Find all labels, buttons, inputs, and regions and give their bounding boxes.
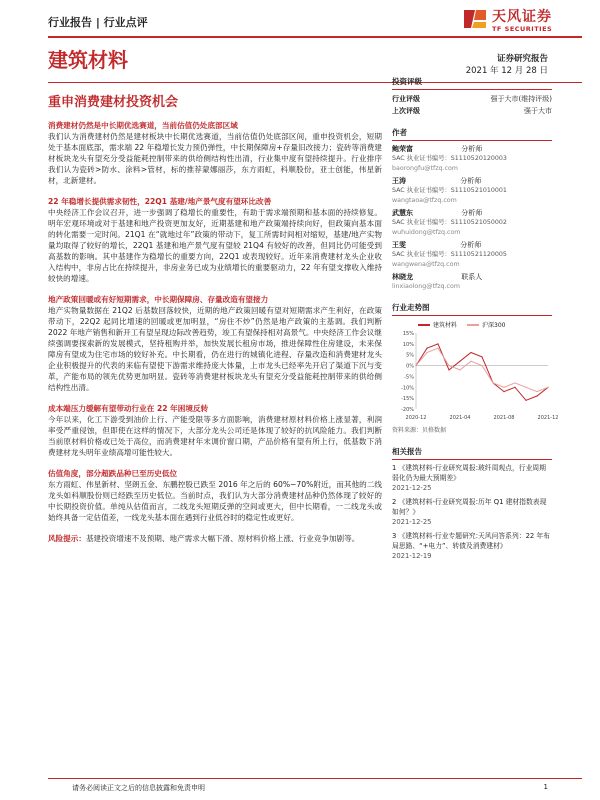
author-entry — [392, 240, 552, 270]
data-point — [459, 361, 460, 362]
author-role: 分析师 — [461, 145, 483, 153]
report-date: 2021 年 12 月 28 日 — [465, 66, 548, 76]
data-point — [437, 348, 438, 349]
section-body: 中央经济工作会议召开，进一步强调了稳增长的重要性，有助于需求端预期和基本面的持续修复。明年宏观环境或对于基建和地产投资更加友好，近期基建和地产政策端持续向好，但政策向基本面的转化需要一定时间。21Q1 在“就地过年”政策的带动下，复工所需时间相对缩短，基建/地产实物量均取得了较好的增长，22Q1 基建和地产景气度有望较 21Q4 有较好的改善，但同比仍可能受到高基数的影响。其中基建作为稳增长的重要方向，22Q1 或表现较好。近年来消费建材龙头企业收入结构中，非房占比在持续提升，非房业务已成为业绩增长的重要驱动力，22 年有望支撑收入维持较快的增速。 — [48, 208, 382, 283]
main-content — [48, 120, 382, 554]
legend-label: 建筑材料 — [433, 322, 458, 329]
section-body: 基建投资增速不及预期、地产需求大幅下滑、原材料价格上涨、行业竞争加剧等。 — [85, 534, 360, 543]
authors-title: 作者 — [392, 127, 552, 141]
y-tick-label: 5% — [406, 352, 414, 359]
footer-divider — [48, 778, 582, 779]
rating-label: 上次评级 — [392, 107, 420, 115]
data-point — [481, 365, 482, 366]
data-point — [415, 365, 416, 366]
author-role: 分析师 — [461, 209, 483, 217]
rating-row — [392, 93, 552, 105]
section — [48, 403, 382, 458]
section — [48, 196, 382, 284]
legend-swatch — [418, 324, 430, 326]
chart-title: 行业走势图 — [392, 302, 552, 316]
related-item-text[interactable]: 3 《建筑材料-行业专题研究:天风问答系列：22 年布局思路、“+电力”、转债及消费建材》 — [392, 532, 550, 550]
page-title: 建筑材料 — [48, 48, 128, 72]
x-tick-label: 2020-12 — [405, 415, 427, 421]
rating-row — [392, 105, 552, 117]
x-tick-label: 2021-12 — [537, 415, 559, 421]
disclaimer-text: 请务必阅读正文之后的信息披露和免责申明 — [72, 784, 205, 792]
author-name: 林晓龙 — [392, 273, 413, 281]
risk-section — [48, 533, 382, 544]
related-item-text[interactable]: 2 《建筑材料-行业研究周报:历年 Q1 建材指数表现如何？》 — [392, 498, 547, 516]
author-name: 王涛 — [392, 177, 406, 185]
author-entry — [392, 144, 552, 174]
logo-text-cn: 天风证券 — [492, 9, 552, 25]
related-item[interactable] — [392, 497, 552, 527]
data-point — [481, 356, 482, 357]
x-tick-label: 2021-04 — [449, 415, 471, 421]
related-item-text[interactable]: 1 《建筑材料-行业研究周报:玻纤周观点，行业周期弱化仍为最大预期差》 — [392, 464, 546, 482]
data-point — [492, 382, 493, 383]
chart-legend — [418, 320, 552, 329]
related-item[interactable] — [392, 531, 552, 561]
section-body: 我们认为消费建材仍然是建材板块中长期优选赛道，当前估值仍处底部区间，重申投资机会，短期处于基本面底部，需求端 22 年稳增长发力预仍弹性，中长期保障房+存量旧改接力；瓷砖等消费建材板块龙头有望充分受益能耗控制带来的供给侧结构性出清，行业集中度有望持续提升。行业排序我们认为瓷砖>防水、涂料>管材，标的推荐蒙娜丽莎，东方雨虹，科顺股份，亚士创能，伟星新材，北新建材。 — [48, 132, 382, 185]
rating-value: 强于大市(维持评级) — [490, 95, 552, 103]
data-point — [437, 343, 438, 344]
section-heading: 风险提示： — [48, 534, 86, 543]
author-role: 联系人 — [461, 273, 483, 281]
data-point — [547, 387, 548, 388]
section-body: 今年以来，化工下游受到油价上行、产能受限等多方面影响，消费建材原材料价格上涨显著，利润率受严重侵蚀，但即使在这样的情况下，大部分龙头公司还是体现了较好的抗风险能力。我们判断当前原材料价格或已处于高位，而消费建材年末调价窗口期，产品价格有望有所上行，低基数下消费建材龙头明年业绩高增可能性较大。 — [48, 415, 382, 457]
data-point — [536, 391, 537, 392]
related-list — [392, 463, 552, 561]
legend-label: 沪深300 — [482, 322, 506, 329]
report-tag: 行业报告 | 行业点评 — [48, 16, 148, 29]
legend-swatch — [467, 324, 479, 326]
data-point — [448, 369, 449, 370]
related-title: 相关报告 — [392, 446, 552, 460]
report-type: 证券研究报告 — [496, 54, 548, 64]
author-email[interactable]: linxiaolong@tfzq.com — [392, 283, 461, 290]
author-name: 武慧东 — [392, 209, 413, 217]
section-heading: 22 年稳增长提供需求韧性，22Q1 基建/地产景气度有望环比改善 — [48, 197, 272, 206]
author-email[interactable]: wangtaoa@tfzq.com — [392, 197, 457, 204]
author-email[interactable]: wuhuidong@tfzq.com — [392, 229, 461, 236]
author-entry — [392, 272, 552, 292]
section — [48, 468, 382, 523]
y-tick-label: -5% — [404, 374, 414, 381]
author-cert: SAC 执业证书编号：S1110521050002 — [392, 219, 507, 226]
section-heading: 估值角度，部分超跌品种已至历史低位 — [48, 469, 178, 478]
author-email[interactable]: wangwena@tfzq.com — [392, 261, 460, 268]
related-item-date: 2021-12-19 — [392, 552, 432, 560]
chart-source: 资料来源：贝格数据 — [392, 427, 447, 434]
data-point — [470, 361, 471, 362]
author-entry — [392, 176, 552, 206]
y-tick-label: 0% — [406, 363, 414, 370]
section-heading: 地产政策回暖或有好短期需求，中长期保障房、存量改造有望接力 — [48, 295, 269, 304]
author-role: 分析师 — [460, 177, 482, 185]
section-body: 东方雨虹、伟星新材、坚朗五金、东鹏控股已跌至 2016 年之后的 60%~70%附近，而其他的二线龙头如科顺股份则已经跌至历史低位。当前时点，我们认为大部分消费建材品种仍然体现了较好的中长期投资价值。单纯从估值而言，二线龙头短期反弹的空间或更大，但中长期看，一二线龙头或始终具备一定估值差，一线龙头基本面在遇到行业低谷时的稳定性或更好。 — [48, 480, 382, 522]
data-point — [503, 387, 504, 388]
rating-value: 强于大市 — [524, 107, 552, 115]
trend-chart — [392, 320, 559, 423]
related-item-date: 2021-12-25 — [392, 518, 432, 526]
legend-item — [467, 320, 505, 329]
author-cert: SAC 执业证书编号：S1110520120003 — [392, 155, 507, 162]
header-divider — [48, 36, 582, 38]
related-item[interactable] — [392, 463, 552, 493]
data-point — [426, 348, 427, 349]
legend-item — [418, 320, 457, 329]
y-tick-label: -10% — [401, 385, 414, 392]
series-line-csi300 — [416, 348, 548, 391]
rating-title: 投资评级 — [392, 76, 552, 90]
y-tick-label: -15% — [401, 396, 414, 403]
author-entry — [392, 208, 552, 238]
y-tick-label: 10% — [402, 341, 414, 348]
logo-text-en: TF SECURITIES — [492, 25, 553, 33]
rating-label: 行业评级 — [392, 95, 420, 103]
data-point — [525, 400, 526, 401]
author-role: 分析师 — [460, 241, 482, 249]
report-subtitle: 重申消费建材投资机会 — [48, 95, 179, 110]
data-point — [459, 369, 460, 370]
data-point — [536, 395, 537, 396]
section-heading: 消费建材仍然是中长期优选赛道，当前估值仍处底部区域 — [48, 121, 238, 130]
data-point — [503, 391, 504, 392]
author-cert: SAC 执业证书编号：S1110521010001 — [392, 187, 507, 194]
data-point — [470, 352, 471, 353]
section-heading: 成本端压力缓解有望带动行业在 22 年困境反转 — [48, 404, 209, 413]
company-logo — [462, 4, 582, 40]
x-tick-label: 2021-08 — [493, 415, 515, 421]
data-point — [514, 382, 515, 383]
y-tick-label: -20% — [401, 407, 414, 413]
section — [48, 294, 382, 393]
trend-chart-svg — [392, 329, 559, 421]
author-name: 王雯 — [392, 241, 406, 249]
data-point — [525, 387, 526, 388]
data-point — [448, 365, 449, 366]
logo-mark-icon — [462, 6, 488, 32]
section — [48, 120, 382, 186]
series-line-building-materials — [416, 344, 548, 400]
author-email[interactable]: baorongfu@tfzq.com — [392, 165, 458, 172]
data-point — [514, 387, 515, 388]
author-cert: SAC 执业证书编号：S1110521120005 — [392, 251, 507, 258]
related-item-date: 2021-12-25 — [392, 484, 432, 492]
sidebar — [392, 76, 559, 565]
page-number: 1 — [543, 783, 548, 791]
author-name: 鲍荣富 — [392, 145, 413, 153]
y-tick-label: 15% — [402, 331, 414, 337]
section-body: 地产实物量数据在 21Q2 后基数回落较快，近期的地产政策回暖有望对短期需求产生利好，在政策带动下，22Q2 起同比增速的回暖或更加明显，“房住不炒”仍然是地产政策的主基调。我们判断 2022 年地产销售和新开工有望呈现边际改善趋势，竣工有望保持相对高景气。中央经济工作会议继续强调要探索新的发展模式，坚持租购并举，加快发展长租房市场，推进保障性住房建设，未来保障房有望成为住宅市场的较好补充。中长期看，仍在进行的城镇化进程、存量改造和消费建材龙头企业积极提升的代表的来临有望使下游需求维持庞大体量，上市龙头已经率先开启了渠道下沉与变革，产能布局的领先优势更加明显。瓷砖等消费建材板块龙头有望充分受益能耗控制带来的供给侧结构性出清。 — [48, 306, 382, 392]
data-point — [426, 352, 427, 353]
